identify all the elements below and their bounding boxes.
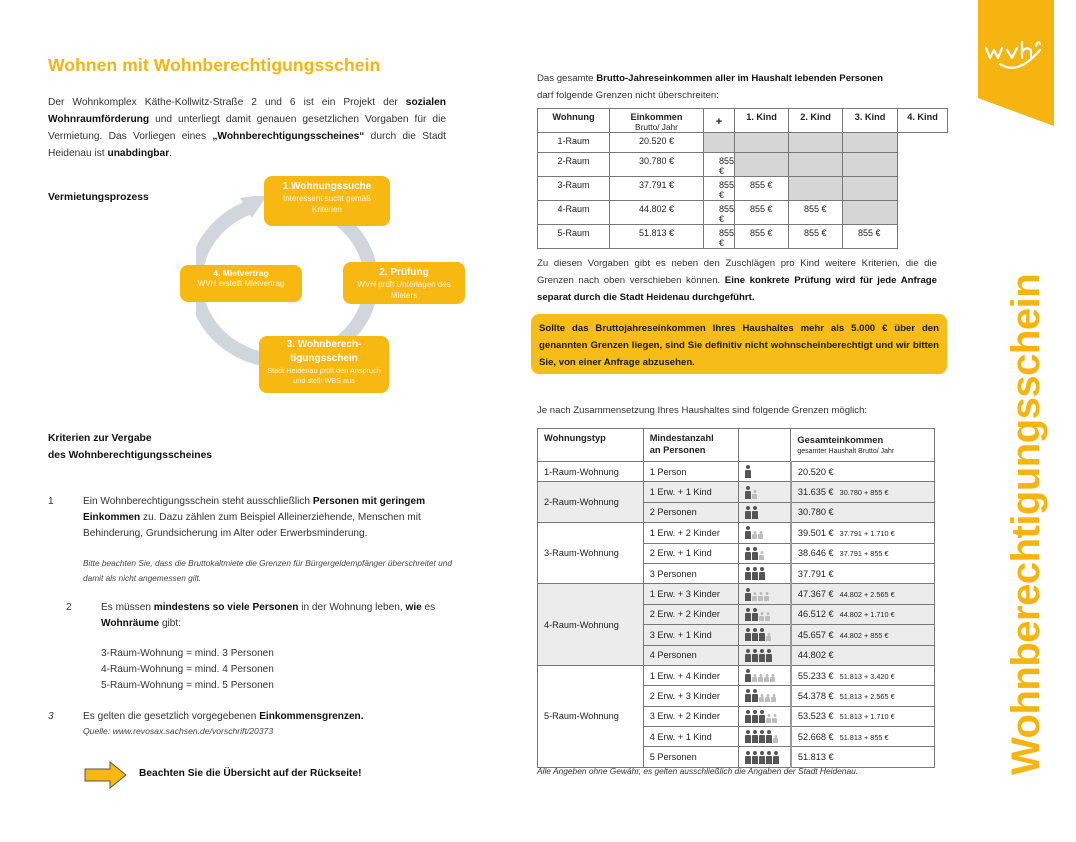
table-row — [538, 177, 948, 201]
total-income-cell — [791, 523, 935, 543]
criterion-bold: Personen mit geringem Einkommen — [83, 496, 426, 523]
persons-cell: 3 Erw. + 1 Kind — [643, 625, 739, 645]
criterion-bold: Einkommensgrenzen. — [259, 711, 364, 722]
people-icon-group — [745, 710, 777, 723]
criterion-text: Es gelten die gesetzlich vorgegebenen — [83, 711, 260, 722]
income-calculation: 51.813 + 3.420 € — [839, 671, 895, 681]
child-icon — [770, 677, 775, 682]
total-income: 20.520 € — [797, 466, 834, 477]
col-header: Wohnungstyp — [538, 429, 644, 462]
household-icons-cell — [739, 706, 791, 726]
intro-text: durch die Stadt Heidenau ist — [48, 131, 447, 159]
adult-icon — [745, 572, 751, 580]
table-cell — [843, 177, 898, 201]
table-cell: 20.520 € — [610, 133, 704, 153]
intro-bold: „Wohnberechtigungsscheines“ — [212, 131, 365, 142]
adult-icon — [766, 735, 772, 743]
vertical-title: Wohnberechtigungsschein — [1004, 273, 1048, 775]
income-calculation: 51.813 + 2.565 € — [839, 691, 895, 701]
table-row — [538, 665, 935, 685]
table-cell: 855 € — [735, 225, 789, 249]
table-cell: 37.791 € — [610, 177, 704, 201]
household-icons-cell — [739, 563, 791, 583]
people-icon-group — [745, 751, 779, 764]
table-cell: 51.813 € — [610, 225, 704, 249]
adult-icon — [745, 715, 751, 723]
adult-icon — [752, 511, 758, 519]
intro-paragraph — [48, 94, 446, 162]
adult-icon — [745, 613, 751, 621]
criteria-bold: Eine konkrete Prüfung wird für jede Anfrage separat durch die Stadt Heidenau durchgeführt. — [537, 275, 937, 303]
table-row — [538, 482, 935, 502]
table-cell: 44.802 € — [610, 201, 704, 225]
adult-icon — [773, 756, 779, 764]
table-row — [538, 584, 935, 604]
persons-cell: 1 Erw. + 3 Kinder — [643, 584, 739, 604]
col-header: Wohnung — [538, 109, 610, 133]
income-calculation: 37.791 + 855 € — [839, 549, 889, 559]
criteria-heading-line: des Wohnberechtigungsscheines — [48, 450, 213, 461]
child-icon — [752, 596, 757, 601]
persons-cell: 3 Personen — [643, 563, 739, 583]
total-income: 31.635 € — [797, 487, 834, 498]
criterion-2-text — [101, 600, 451, 632]
household-icons-cell — [739, 686, 791, 706]
total-income-cell — [791, 727, 935, 747]
total-income: 51.813 € — [797, 752, 834, 763]
table-cell — [843, 153, 898, 177]
intro-text: Der Wohnkomplex Käthe-Kollwitz-Straße 2 und 6 ist ein Projekt der — [48, 97, 406, 108]
household-icons-cell — [739, 543, 791, 563]
income-intro — [537, 70, 883, 104]
total-income-cell — [791, 706, 935, 726]
col-header: 2. Kind — [789, 109, 843, 133]
adult-icon — [759, 633, 765, 641]
child-icon — [758, 677, 763, 682]
income-intro-text: Das gesamte — [537, 73, 597, 84]
page-title: Wohnen mit Wohnberechtigungsschein — [48, 55, 381, 75]
household-icons-cell — [739, 604, 791, 624]
table-cell — [704, 133, 735, 153]
col-header-text: an Personen — [649, 445, 706, 455]
total-income: 45.657 € — [797, 629, 834, 640]
adult-icon — [766, 654, 772, 662]
col-header-text: Mindestanzahl — [649, 433, 714, 443]
persons-cell: 1 Erw. + 4 Kinder — [643, 665, 739, 685]
table-cell — [789, 133, 843, 153]
people-icon-group — [745, 465, 751, 478]
table-row — [538, 201, 948, 225]
table-cell — [735, 133, 789, 153]
adult-icon — [745, 735, 751, 743]
child-icon — [758, 534, 763, 539]
total-income: 37.791 € — [797, 568, 834, 579]
total-income-cell — [791, 686, 935, 706]
adult-icon — [752, 552, 758, 560]
table-cell: 855 € — [735, 177, 789, 201]
apartment-type-cell: 2-Raum-Wohnung — [538, 482, 644, 523]
list-item: 4-Raum-Wohnung = mind. 4 Personen — [101, 664, 274, 675]
table-cell — [789, 153, 843, 177]
adult-icon — [745, 633, 751, 641]
child-icon — [758, 596, 763, 601]
child-icon — [759, 555, 764, 560]
criterion-text: zu. Dazu zählen zum Beispiel Alleinerziehende, Menschen mit Behinderung, Grundsicherung im Alter oder Erwerbsminderung. — [83, 512, 421, 539]
income-calculation: 37.791 + 1.710 € — [839, 528, 895, 538]
process-step-4 — [180, 265, 302, 302]
brand-flag — [978, 0, 1054, 126]
total-income: 52.668 € — [797, 731, 834, 742]
criterion-text: Ein Wohnberechtigungsschein steht ausschließlich — [83, 496, 313, 507]
step-title: 3. Wohnberech- — [286, 339, 362, 350]
total-income-cell — [791, 584, 935, 604]
table-cell: 855 € — [789, 225, 843, 249]
adult-icon — [745, 654, 751, 662]
criterion-bold: mindestens so viele Personen — [153, 602, 299, 613]
adult-icon — [759, 715, 765, 723]
child-icon — [765, 616, 770, 621]
total-income: 39.501 € — [797, 527, 834, 538]
persons-cell: 2 Erw. + 2 Kinder — [643, 604, 739, 624]
persons-cell: 1 Erw. + 2 Kinder — [643, 523, 739, 543]
table-cell: 855 € — [843, 225, 898, 249]
people-icon-group — [745, 547, 764, 560]
total-income: 53.523 € — [797, 711, 834, 722]
child-icon — [752, 534, 757, 539]
household-icons-cell — [739, 625, 791, 645]
intro-text: . — [169, 148, 172, 159]
household-icons-cell — [739, 523, 791, 543]
income-intro-bold: Brutto-Jahreseinkommen aller im Haushalt lebenden Personen — [596, 73, 884, 84]
household-icons-cell — [739, 502, 791, 522]
child-icon — [766, 636, 771, 641]
col-header: 4. Kind — [898, 109, 948, 133]
step-desc: Interessent sucht gemäß Kriterien — [282, 194, 372, 214]
step-title: 1.Wohnungssuche — [282, 181, 372, 192]
persons-cell: 3 Erw. + 2 Kinder — [643, 706, 739, 726]
total-income-cell — [791, 462, 935, 482]
disclaimer: Alle Angeben ohne Gewähr, es gelten ausschließlich die Angaben der Stadt Heidenau. — [537, 766, 859, 776]
household-table — [537, 428, 935, 768]
child-icon — [771, 697, 776, 702]
total-income-cell — [791, 645, 935, 665]
people-icon-group — [745, 669, 775, 682]
persons-cell: 4 Personen — [643, 645, 739, 665]
col-header-sub: gesamter Haushalt Brutto/ Jahr — [797, 448, 895, 455]
income-limits-table — [537, 108, 948, 249]
criteria-heading-line: Kriterien zur Vergabe — [48, 433, 152, 444]
total-income-cell — [791, 482, 935, 502]
persons-cell: 2 Erw. + 1 Kind — [643, 543, 739, 563]
source-link[interactable]: Quelle: www.revosax.sachsen.de/vorschrift/20373 — [83, 726, 274, 736]
table-cell: 1-Raum — [538, 133, 610, 153]
col-header — [610, 109, 704, 133]
child-icon — [752, 677, 757, 682]
process-heading: Vermietungsprozess — [48, 192, 149, 203]
total-income-cell — [791, 665, 935, 685]
step-desc: Stadt Heidenau prüft den Anspruch und stellt WBS aus — [267, 366, 381, 385]
table-row — [538, 153, 948, 177]
table-cell: 3-Raum — [538, 177, 610, 201]
criterion-text: Es müssen — [101, 602, 154, 613]
child-icon — [759, 616, 764, 621]
adult-icon — [745, 491, 751, 499]
apartment-type-cell: 3-Raum-Wohnung — [538, 523, 644, 584]
child-icon — [752, 494, 757, 499]
adult-icon — [745, 531, 751, 539]
adult-icon — [745, 552, 751, 560]
total-income-cell — [791, 543, 935, 563]
table-cell — [789, 177, 843, 201]
persons-cell: 4 Erw. + 1 Kind — [643, 727, 739, 747]
household-icons-cell — [739, 727, 791, 747]
child-icon — [766, 718, 771, 723]
total-income: 54.378 € — [797, 690, 834, 701]
adult-icon — [766, 756, 772, 764]
col-header: 3. Kind — [843, 109, 898, 133]
persons-cell: 2 Personen — [643, 502, 739, 522]
list-item: 5-Raum-Wohnung = mind. 5 Personen — [101, 680, 274, 691]
income-intro-text: darf folgende Grenzen nicht überschreiten: — [537, 90, 719, 101]
total-income: 47.367 € — [797, 589, 834, 600]
step-title: 4. Mietvertrag — [213, 268, 269, 278]
arrow-right-icon — [84, 761, 128, 789]
col-header: 1. Kind — [735, 109, 789, 133]
col-header — [791, 429, 935, 462]
table-cell: 855 € — [735, 201, 789, 225]
people-icon-group — [745, 486, 757, 499]
process-step-2 — [343, 262, 465, 304]
total-income: 55.233 € — [797, 670, 834, 681]
child-icon — [764, 596, 769, 601]
intro-bold: sozialen Wohnraumförderung — [48, 97, 446, 125]
adult-icon — [759, 735, 765, 743]
criterion-bold: wie — [405, 602, 422, 613]
table-cell: 855 € — [704, 153, 735, 177]
step-desc: WVH erstellt Mietvertrag — [197, 279, 285, 288]
adult-icon — [752, 756, 758, 764]
people-icon-group — [745, 608, 770, 621]
process-step-3 — [259, 336, 389, 393]
adult-icon — [745, 694, 751, 702]
table-cell — [843, 201, 898, 225]
adult-icon — [759, 572, 765, 580]
apartment-type-cell: 1-Raum-Wohnung — [538, 462, 644, 482]
table-row — [538, 133, 948, 153]
adult-icon — [759, 756, 765, 764]
people-icon-group — [745, 567, 765, 580]
step-desc: WVH prüft Unterlagen des Mieters — [357, 280, 451, 300]
adult-icon — [752, 572, 758, 580]
total-income: 38.646 € — [797, 548, 834, 559]
child-icon — [765, 697, 770, 702]
persons-cell: 1 Person — [643, 462, 739, 482]
income-calculation: 51.813 + 1.710 € — [839, 712, 895, 722]
people-icon-group — [745, 526, 763, 539]
rooms-persons-list — [101, 646, 274, 694]
people-icon-group — [745, 689, 776, 702]
list-item: 3-Raum-Wohnung = mind. 3 Personen — [101, 648, 274, 659]
criterion-number: 3 — [48, 711, 54, 722]
table-row — [538, 225, 948, 249]
criterion-text: in der Wohnung leben, — [298, 602, 406, 613]
apartment-type-cell: 4-Raum-Wohnung — [538, 584, 644, 666]
income-calculation: 51.813 + 855 € — [839, 732, 889, 742]
criterion-1-note: Bitte beachten Sie, dass die Bruttokaltmiete die Grenzen für Bürgergeldempfänger überschreitet und damit als nicht angemessen gilt. — [83, 558, 452, 583]
criterion-1-text — [83, 494, 453, 542]
adult-icon — [745, 593, 751, 601]
total-income-cell — [791, 604, 935, 624]
criterion-bold: Wohnräume — [101, 618, 160, 629]
household-icons-cell — [739, 584, 791, 604]
criterion-text: es — [421, 602, 436, 613]
criterion-text: gibt: — [159, 618, 182, 629]
child-icon — [764, 677, 769, 682]
table-row — [538, 462, 935, 482]
table-cell: 855 € — [704, 225, 735, 249]
criteria-heading — [48, 430, 212, 464]
child-icon — [772, 718, 777, 723]
intro-bold: unabdingbar — [107, 148, 170, 159]
col-header-icons — [739, 429, 791, 462]
col-header-text: Gesamteinkommen — [797, 435, 884, 445]
total-income: 30.780 € — [797, 507, 834, 518]
step-title: tigungsschein — [290, 353, 358, 364]
total-income: 44.802 € — [797, 650, 834, 661]
adult-icon — [752, 694, 758, 702]
people-icon-group — [745, 588, 769, 601]
table-cell: 4-Raum — [538, 201, 610, 225]
total-income: 46.512 € — [797, 609, 834, 620]
step-title: 2. Prüfung — [379, 267, 429, 278]
adult-icon — [759, 654, 765, 662]
additional-criteria-text — [537, 255, 937, 306]
adult-icon — [752, 613, 758, 621]
col-header — [643, 429, 739, 462]
income-calculation: 44.802 + 1.710 € — [839, 610, 895, 620]
table-cell: 30.780 € — [610, 153, 704, 177]
people-icon-group — [745, 649, 772, 662]
adult-icon — [752, 715, 758, 723]
income-calculation: 44.802 + 855 € — [839, 630, 889, 640]
criteria-text: Zu diesen Vorgaben gibt es neben den Zuschlägen pro Kind weitere Kriterien, die die Grenzen nach oben verschieben können. — [537, 258, 937, 286]
table-cell — [735, 153, 789, 177]
process-step-1 — [264, 176, 390, 226]
criterion-number: 2 — [66, 602, 72, 613]
table-cell: 2-Raum — [538, 153, 610, 177]
child-icon — [759, 697, 764, 702]
total-income-cell — [791, 502, 935, 522]
household-icons-cell — [739, 665, 791, 685]
adult-icon — [745, 511, 751, 519]
persons-cell: 2 Erw. + 3 Kinder — [643, 686, 739, 706]
criterion-3-text — [83, 709, 364, 725]
people-icon-group — [745, 730, 778, 743]
household-intro: Je nach Zusammensetzung Ihres Haushaltes sind folgende Grenzen möglich: — [537, 405, 868, 416]
total-income-cell — [791, 563, 935, 583]
adult-icon — [752, 654, 758, 662]
people-icon-group — [745, 628, 771, 641]
total-income-cell — [791, 625, 935, 645]
household-icons-cell — [739, 482, 791, 502]
persons-cell: 1 Erw. + 1 Kind — [643, 482, 739, 502]
child-icon — [773, 738, 778, 743]
table-cell: 5-Raum — [538, 225, 610, 249]
table-cell: 855 € — [704, 201, 735, 225]
adult-icon — [745, 756, 751, 764]
table-cell — [843, 133, 898, 153]
plus-sign: + — [704, 109, 735, 133]
adult-icon — [752, 735, 758, 743]
table-row — [538, 523, 935, 543]
income-calculation: 30.780 + 855 € — [839, 488, 889, 498]
apartment-type-cell: 5-Raum-Wohnung — [538, 665, 644, 767]
household-icons-cell — [739, 645, 791, 665]
adult-icon — [745, 674, 751, 682]
intro-text: und unterliegt damit genauen gesetzlichen Vorgaben für die Vermietung. Das Vorliegen eines — [48, 114, 446, 142]
col-header-text: Einkommen — [630, 112, 683, 122]
income-calculation: 44.802 + 2.565 € — [839, 590, 895, 600]
table-cell: 855 € — [704, 177, 735, 201]
persons-cell: 5 Personen — [643, 747, 739, 767]
household-icons-cell — [739, 747, 791, 767]
warning-box: Sollte das Bruttojahreseinkommen Ihres Haushaltes mehr als 5.000 € über den genannten Grenzen liegen, sind Sie definitiv nicht wohnscheinberechtigt und wir bitten Sie, von einer Anfrage abzusehen. — [531, 314, 947, 374]
adult-icon — [745, 470, 751, 478]
adult-icon — [752, 633, 758, 641]
criterion-number: 1 — [48, 496, 54, 507]
back-side-note: Beachten Sie die Übersicht auf der Rückseite! — [139, 768, 362, 779]
table-header-row — [538, 109, 948, 133]
table-cell: 855 € — [789, 201, 843, 225]
col-header-sub: Brutto/ Jahr — [635, 122, 678, 132]
table-header-row — [538, 429, 935, 462]
total-income-cell — [791, 747, 935, 767]
people-icon-group — [745, 506, 758, 519]
household-icons-cell — [739, 462, 791, 482]
